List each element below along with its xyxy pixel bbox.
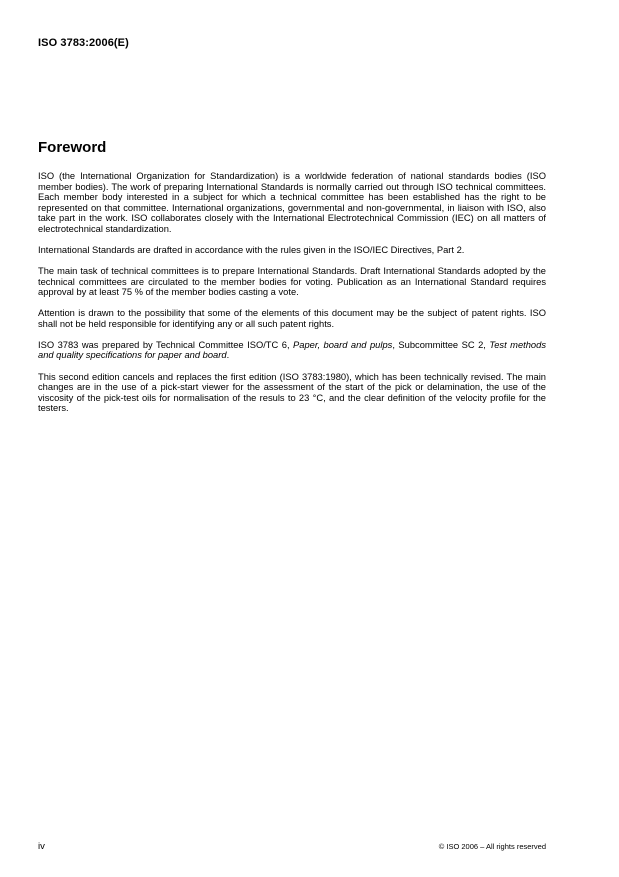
subcommittee-title: Test methods and quality specifications for paper and board: [38, 339, 546, 361]
prepared-by-text-2: , Subcommittee SC 2,: [392, 339, 490, 350]
paragraph-second-edition: This second edition cancels and replaces the first edition (ISO 3783:1980), which has been technically revised. The main changes are in the use of a pick-start viewer for the assessment of the start of the pick or delamination, the use of the viscosity of the pick-test oils for normalisation of the resuls to 23 °C, and the clear definition of the velocity profile for the testers.: [38, 371, 546, 414]
paragraph-main-task: The main task of technical committees is to prepare International Standards. Draft International Standards adopted by the technical committees are circulated to the member bodies for voting. Publication as an International Standard requires approval by at least 75 % of the member bodies casting a vote.: [38, 266, 546, 298]
copyright-notice: © ISO 2006 – All rights reserved: [438, 842, 546, 851]
paragraph-iso-overview: ISO (the International Organization for Standardization) is a worldwide federation of national standards bodies (ISO member bodies). The work of preparing International Standards is normally carried out through ISO technical committees. Each member body interested in a subject for which a technical committee has been established has the right to be represented on that committee. International organizations, governmental and non-governmental, in liaison with ISO, also take part in the work. ISO collaborates closely with the International Electrotechnical Commission (IEC) on all matters of electrotechnical standardization.: [38, 171, 546, 234]
foreword-body: [38, 171, 546, 424]
paragraph-prepared-by: [38, 340, 546, 361]
prepared-by-text-1: ISO 3783 was prepared by Technical Committee ISO/TC 6,: [38, 339, 294, 350]
paragraph-drafting-rules: International Standards are drafted in accordance with the rules given in the ISO/IEC Directives, Part 2.: [38, 244, 465, 255]
document-id: ISO 3783:2006(E): [38, 37, 129, 49]
committee-title: Paper, board and pulps: [293, 339, 393, 350]
paragraph-patent-rights: Attention is drawn to the possibility that some of the elements of this document may be the subject of patent rights. ISO shall not be held responsible for identifying any or all such patent rights.: [38, 308, 546, 329]
page-number: iv: [38, 841, 45, 852]
prepared-by-text-3: .: [226, 350, 230, 361]
section-title: Foreword: [38, 139, 107, 156]
